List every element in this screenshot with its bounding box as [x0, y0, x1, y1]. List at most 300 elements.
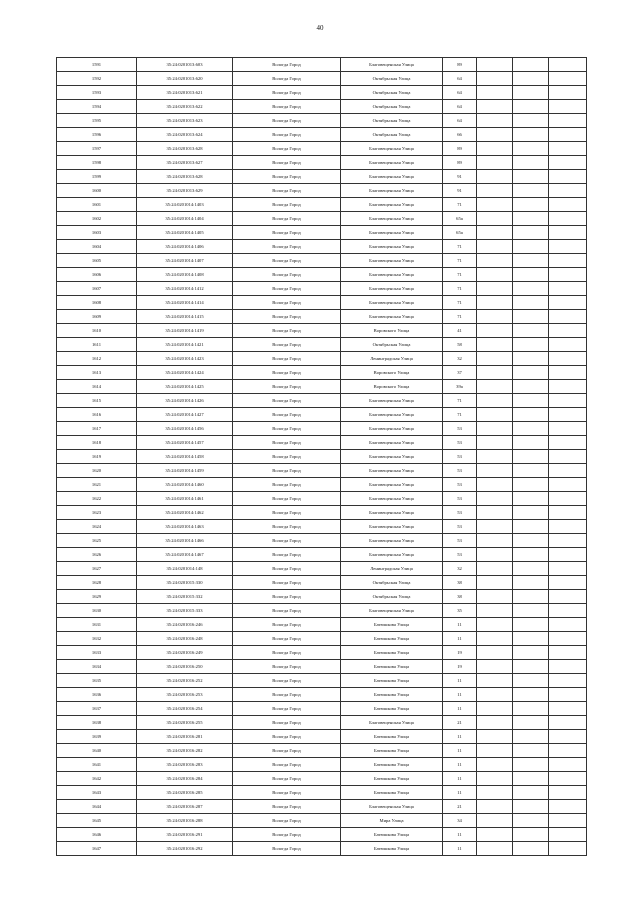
house-number-cell: 11 — [443, 828, 477, 842]
empty-cell — [513, 86, 549, 100]
locality-cell: Вологда Город — [233, 408, 341, 422]
row-number-cell: 1626 — [57, 548, 137, 562]
table-row — [57, 184, 587, 198]
cadastral-number-cell: 35:24:0201016:283 — [137, 758, 233, 772]
locality-cell: Вологда Город — [233, 576, 341, 590]
empty-cell — [513, 618, 549, 632]
empty-cell — [513, 562, 549, 576]
house-number-cell: 11 — [443, 786, 477, 800]
table-row — [57, 408, 587, 422]
cadastral-number-cell: 35:24:0201015:332 — [137, 590, 233, 604]
cadastral-number-cell: 35:24:0201016:288 — [137, 814, 233, 828]
locality-cell: Вологда Город — [233, 254, 341, 268]
table-row — [57, 674, 587, 688]
empty-cell — [477, 268, 513, 282]
cadastral-number-cell: 35:24:0201016:287 — [137, 800, 233, 814]
empty-cell — [477, 646, 513, 660]
empty-cell — [513, 590, 549, 604]
locality-cell: Вологда Город — [233, 310, 341, 324]
empty-cell — [477, 352, 513, 366]
cadastral-number-cell: 35:24:0201014:1459 — [137, 464, 233, 478]
row-number-cell: 1611 — [57, 338, 137, 352]
street-cell: Благовещенская Улица — [341, 184, 443, 198]
house-number-cell: 89 — [443, 156, 477, 170]
cadastral-number-cell: 35:24:0201016:252 — [137, 674, 233, 688]
locality-cell: Вологда Город — [233, 618, 341, 632]
cadastral-number-cell: 35:24:0201014:1426 — [137, 394, 233, 408]
empty-cell — [477, 520, 513, 534]
empty-cell — [477, 478, 513, 492]
table-row — [57, 128, 587, 142]
empty-cell — [477, 842, 513, 856]
street-cell: Батюшкова Улица — [341, 828, 443, 842]
empty-cell — [549, 660, 587, 674]
locality-cell: Вологда Город — [233, 198, 341, 212]
street-cell: Благовещенская Улица — [341, 268, 443, 282]
street-cell: Батюшкова Улица — [341, 744, 443, 758]
cadastral-number-cell: 35:24:0201014:1404 — [137, 212, 233, 226]
empty-cell — [477, 394, 513, 408]
empty-cell — [513, 324, 549, 338]
table-row — [57, 534, 587, 548]
table-row — [57, 576, 587, 590]
cadastral-number-cell: 35:24:0201016:246 — [137, 618, 233, 632]
table-row — [57, 730, 587, 744]
street-cell: Октябрьская Улица — [341, 590, 443, 604]
empty-cell — [513, 212, 549, 226]
house-number-cell: 53 — [443, 534, 477, 548]
registry-table-body — [57, 58, 587, 856]
empty-cell — [549, 534, 587, 548]
empty-cell — [513, 674, 549, 688]
row-number-cell: 1607 — [57, 282, 137, 296]
empty-cell — [549, 324, 587, 338]
locality-cell: Вологда Город — [233, 758, 341, 772]
empty-cell — [513, 548, 549, 562]
row-number-cell: 1622 — [57, 492, 137, 506]
empty-cell — [549, 562, 587, 576]
empty-cell — [513, 128, 549, 142]
empty-cell — [477, 100, 513, 114]
table-row — [57, 758, 587, 772]
house-number-cell: 21 — [443, 716, 477, 730]
empty-cell — [513, 422, 549, 436]
street-cell: Батюшкова Улица — [341, 758, 443, 772]
empty-cell — [513, 58, 549, 72]
cadastral-number-cell: 35:24:0201014:1458 — [137, 450, 233, 464]
cadastral-number-cell: 35:24:0201014:1415 — [137, 310, 233, 324]
registry-table — [56, 57, 587, 856]
row-number-cell: 1616 — [57, 408, 137, 422]
empty-cell — [477, 604, 513, 618]
locality-cell: Вологда Город — [233, 534, 341, 548]
street-cell: Благовещенская Улица — [341, 394, 443, 408]
empty-cell — [477, 618, 513, 632]
empty-cell — [513, 310, 549, 324]
cadastral-number-cell: 35:24:0201016:284 — [137, 772, 233, 786]
street-cell: Батюшкова Улица — [341, 674, 443, 688]
street-cell: Благовещенская Улица — [341, 156, 443, 170]
row-number-cell: 1629 — [57, 590, 137, 604]
cadastral-number-cell: 35:24:0201016:292 — [137, 842, 233, 856]
table-row — [57, 772, 587, 786]
empty-cell — [477, 632, 513, 646]
empty-cell — [513, 464, 549, 478]
street-cell: Благовещенская Улица — [341, 450, 443, 464]
street-cell: Батюшкова Улица — [341, 730, 443, 744]
row-number-cell: 1628 — [57, 576, 137, 590]
cadastral-number-cell: 35:24:0201013:603 — [137, 58, 233, 72]
empty-cell — [513, 730, 549, 744]
empty-cell — [549, 282, 587, 296]
row-number-cell: 1646 — [57, 828, 137, 842]
empty-cell — [549, 506, 587, 520]
house-number-cell: 34 — [443, 814, 477, 828]
row-number-cell: 1645 — [57, 814, 137, 828]
empty-cell — [477, 828, 513, 842]
empty-cell — [513, 534, 549, 548]
locality-cell: Вологда Город — [233, 240, 341, 254]
locality-cell: Вологда Город — [233, 156, 341, 170]
locality-cell: Вологда Город — [233, 604, 341, 618]
street-cell: Октябрьская Улица — [341, 86, 443, 100]
table-row — [57, 198, 587, 212]
empty-cell — [549, 730, 587, 744]
empty-cell — [477, 142, 513, 156]
cadastral-number-cell: 35:24:0201016:282 — [137, 744, 233, 758]
locality-cell: Вологда Город — [233, 590, 341, 604]
house-number-cell: 64 — [443, 86, 477, 100]
house-number-cell: 64 — [443, 100, 477, 114]
empty-cell — [549, 352, 587, 366]
empty-cell — [513, 184, 549, 198]
table-row — [57, 702, 587, 716]
locality-cell: Вологда Город — [233, 632, 341, 646]
locality-cell: Вологда Город — [233, 478, 341, 492]
empty-cell — [513, 198, 549, 212]
locality-cell: Вологда Город — [233, 786, 341, 800]
locality-cell: Вологда Город — [233, 828, 341, 842]
empty-cell — [513, 660, 549, 674]
row-number-cell: 1630 — [57, 604, 137, 618]
locality-cell: Вологда Город — [233, 772, 341, 786]
street-cell: Благовещенская Улица — [341, 716, 443, 730]
empty-cell — [513, 646, 549, 660]
row-number-cell: 1624 — [57, 520, 137, 534]
empty-cell — [549, 436, 587, 450]
row-number-cell: 1639 — [57, 730, 137, 744]
row-number-cell: 1643 — [57, 786, 137, 800]
locality-cell: Вологда Город — [233, 114, 341, 128]
row-number-cell: 1605 — [57, 254, 137, 268]
empty-cell — [513, 72, 549, 86]
empty-cell — [477, 72, 513, 86]
empty-cell — [549, 170, 587, 184]
locality-cell: Вологда Город — [233, 562, 341, 576]
empty-cell — [549, 632, 587, 646]
house-number-cell: 71 — [443, 268, 477, 282]
locality-cell: Вологда Город — [233, 338, 341, 352]
empty-cell — [477, 310, 513, 324]
table-row — [57, 366, 587, 380]
table-row — [57, 212, 587, 226]
house-number-cell: 53 — [443, 548, 477, 562]
row-number-cell: 1608 — [57, 296, 137, 310]
street-cell: Батюшкова Улица — [341, 702, 443, 716]
house-number-cell: 19 — [443, 646, 477, 660]
locality-cell: Вологда Город — [233, 800, 341, 814]
empty-cell — [549, 520, 587, 534]
house-number-cell: 53 — [443, 464, 477, 478]
house-number-cell: 71 — [443, 282, 477, 296]
row-number-cell: 1598 — [57, 156, 137, 170]
house-number-cell: 71 — [443, 394, 477, 408]
table-row — [57, 338, 587, 352]
locality-cell: Вологда Город — [233, 730, 341, 744]
empty-cell — [549, 380, 587, 394]
row-number-cell: 1610 — [57, 324, 137, 338]
cadastral-number-cell: 35:24:0201014:1403 — [137, 198, 233, 212]
empty-cell — [477, 688, 513, 702]
empty-cell — [477, 338, 513, 352]
empty-cell — [477, 534, 513, 548]
row-number-cell: 1633 — [57, 646, 137, 660]
empty-cell — [477, 436, 513, 450]
empty-cell — [549, 296, 587, 310]
row-number-cell: 1597 — [57, 142, 137, 156]
table-row — [57, 590, 587, 604]
row-number-cell: 1609 — [57, 310, 137, 324]
street-cell: Батюшкова Улица — [341, 842, 443, 856]
street-cell: Батюшкова Улица — [341, 632, 443, 646]
cadastral-number-cell: 35:24:0201013:621 — [137, 86, 233, 100]
empty-cell — [513, 758, 549, 772]
locality-cell: Вологда Город — [233, 100, 341, 114]
locality-cell: Вологда Город — [233, 464, 341, 478]
empty-cell — [513, 772, 549, 786]
row-number-cell: 1618 — [57, 436, 137, 450]
locality-cell: Вологда Город — [233, 142, 341, 156]
empty-cell — [513, 408, 549, 422]
cadastral-number-cell: 35:24:0201014:1405 — [137, 226, 233, 240]
cadastral-number-cell: 35:24:0201014:1457 — [137, 436, 233, 450]
empty-cell — [513, 506, 549, 520]
empty-cell — [477, 296, 513, 310]
empty-cell — [477, 114, 513, 128]
table-row — [57, 394, 587, 408]
locality-cell: Вологда Город — [233, 226, 341, 240]
table-row — [57, 254, 587, 268]
empty-cell — [549, 408, 587, 422]
house-number-cell: 11 — [443, 758, 477, 772]
street-cell: Октябрьская Улица — [341, 100, 443, 114]
street-cell: Благовещенская Улица — [341, 282, 443, 296]
cadastral-number-cell: 35:24:0201013:627 — [137, 156, 233, 170]
empty-cell — [513, 170, 549, 184]
house-number-cell: 41 — [443, 324, 477, 338]
house-number-cell: 21 — [443, 800, 477, 814]
street-cell: Благовещенская Улица — [341, 800, 443, 814]
locality-cell: Вологда Город — [233, 212, 341, 226]
cadastral-number-cell: 35:24:0201013:628 — [137, 170, 233, 184]
row-number-cell: 1600 — [57, 184, 137, 198]
empty-cell — [477, 324, 513, 338]
empty-cell — [549, 828, 587, 842]
empty-cell — [513, 786, 549, 800]
table-row — [57, 562, 587, 576]
cadastral-number-cell: 35:24:0201014:1462 — [137, 506, 233, 520]
locality-cell: Вологда Город — [233, 128, 341, 142]
empty-cell — [477, 366, 513, 380]
table-row — [57, 450, 587, 464]
house-number-cell: 64 — [443, 114, 477, 128]
street-cell: Благовещенская Улица — [341, 548, 443, 562]
house-number-cell: 71 — [443, 408, 477, 422]
row-number-cell: 1644 — [57, 800, 137, 814]
house-number-cell: 39а — [443, 380, 477, 394]
locality-cell: Вологда Город — [233, 170, 341, 184]
row-number-cell: 1606 — [57, 268, 137, 282]
house-number-cell: 66 — [443, 128, 477, 142]
table-row — [57, 142, 587, 156]
street-cell: Благовещенская Улица — [341, 408, 443, 422]
empty-cell — [477, 240, 513, 254]
empty-cell — [549, 198, 587, 212]
empty-cell — [513, 380, 549, 394]
table-row — [57, 814, 587, 828]
table-row — [57, 786, 587, 800]
empty-cell — [477, 282, 513, 296]
street-cell: Октябрьская Улица — [341, 338, 443, 352]
empty-cell — [549, 240, 587, 254]
house-number-cell: 11 — [443, 730, 477, 744]
house-number-cell: 53 — [443, 436, 477, 450]
empty-cell — [549, 114, 587, 128]
empty-cell — [549, 142, 587, 156]
cadastral-number-cell: 35:24:0201016:255 — [137, 716, 233, 730]
empty-cell — [477, 464, 513, 478]
row-number-cell: 1634 — [57, 660, 137, 674]
empty-cell — [549, 758, 587, 772]
empty-cell — [477, 716, 513, 730]
table-row — [57, 170, 587, 184]
empty-cell — [477, 772, 513, 786]
empty-cell — [549, 786, 587, 800]
cadastral-number-cell: 35:24:0201016:249 — [137, 646, 233, 660]
empty-cell — [477, 660, 513, 674]
street-cell: Благовещенская Улица — [341, 226, 443, 240]
street-cell: Благовещенская Улица — [341, 492, 443, 506]
empty-cell — [549, 772, 587, 786]
house-number-cell: 32 — [443, 352, 477, 366]
empty-cell — [477, 562, 513, 576]
cadastral-number-cell: 35:24:0201014:1406 — [137, 240, 233, 254]
locality-cell: Вологда Город — [233, 86, 341, 100]
row-number-cell: 1592 — [57, 72, 137, 86]
street-cell: Воровского Улица — [341, 380, 443, 394]
street-cell: Благовещенская Улица — [341, 506, 443, 520]
street-cell: Благовещенская Улица — [341, 254, 443, 268]
table-row — [57, 478, 587, 492]
cadastral-number-cell: 35:24:0201014:1456 — [137, 422, 233, 436]
row-number-cell: 1594 — [57, 100, 137, 114]
locality-cell: Вологда Город — [233, 352, 341, 366]
row-number-cell: 1595 — [57, 114, 137, 128]
street-cell: Благовещенская Улица — [341, 142, 443, 156]
empty-cell — [549, 366, 587, 380]
empty-cell — [477, 58, 513, 72]
row-number-cell: 1603 — [57, 226, 137, 240]
empty-cell — [513, 352, 549, 366]
table-row — [57, 114, 587, 128]
empty-cell — [477, 254, 513, 268]
table-row — [57, 422, 587, 436]
locality-cell: Вологда Город — [233, 324, 341, 338]
cadastral-number-cell: 35:24:0201016:291 — [137, 828, 233, 842]
house-number-cell: 53 — [443, 506, 477, 520]
cadastral-number-cell: 35:24:0201014:1466 — [137, 534, 233, 548]
house-number-cell: 19 — [443, 660, 477, 674]
cadastral-number-cell: 35:24:0201013:623 — [137, 114, 233, 128]
house-number-cell: 11 — [443, 842, 477, 856]
empty-cell — [549, 156, 587, 170]
cadastral-number-cell: 35:24:0201013:628 — [137, 142, 233, 156]
house-number-cell: 89 — [443, 58, 477, 72]
empty-cell — [477, 548, 513, 562]
table-row — [57, 296, 587, 310]
row-number-cell: 1636 — [57, 688, 137, 702]
house-number-cell: 11 — [443, 772, 477, 786]
empty-cell — [477, 86, 513, 100]
table-row — [57, 632, 587, 646]
empty-cell — [549, 100, 587, 114]
locality-cell: Вологда Город — [233, 716, 341, 730]
street-cell: Благовещенская Улица — [341, 296, 443, 310]
locality-cell: Вологда Город — [233, 422, 341, 436]
table-row — [57, 744, 587, 758]
cadastral-number-cell: 35:24:0201015:330 — [137, 576, 233, 590]
empty-cell — [549, 576, 587, 590]
house-number-cell: 53 — [443, 478, 477, 492]
empty-cell — [477, 814, 513, 828]
empty-cell — [477, 198, 513, 212]
empty-cell — [549, 184, 587, 198]
empty-cell — [513, 520, 549, 534]
empty-cell — [513, 702, 549, 716]
empty-cell — [549, 492, 587, 506]
house-number-cell: 53 — [443, 492, 477, 506]
empty-cell — [549, 590, 587, 604]
empty-cell — [477, 212, 513, 226]
empty-cell — [513, 604, 549, 618]
house-number-cell: 64 — [443, 72, 477, 86]
street-cell: Благовещенская Улица — [341, 212, 443, 226]
street-cell: Мира Улица — [341, 814, 443, 828]
empty-cell — [549, 422, 587, 436]
street-cell: Ленинградская Улица — [341, 562, 443, 576]
empty-cell — [549, 646, 587, 660]
locality-cell: Вологда Город — [233, 366, 341, 380]
empty-cell — [513, 842, 549, 856]
house-number-cell: 11 — [443, 632, 477, 646]
empty-cell — [549, 86, 587, 100]
street-cell: Благовещенская Улица — [341, 478, 443, 492]
row-number-cell: 1612 — [57, 352, 137, 366]
house-number-cell: 11 — [443, 688, 477, 702]
cadastral-number-cell: 35:24:0201014:1425 — [137, 380, 233, 394]
locality-cell: Вологда Город — [233, 814, 341, 828]
table-row — [57, 646, 587, 660]
